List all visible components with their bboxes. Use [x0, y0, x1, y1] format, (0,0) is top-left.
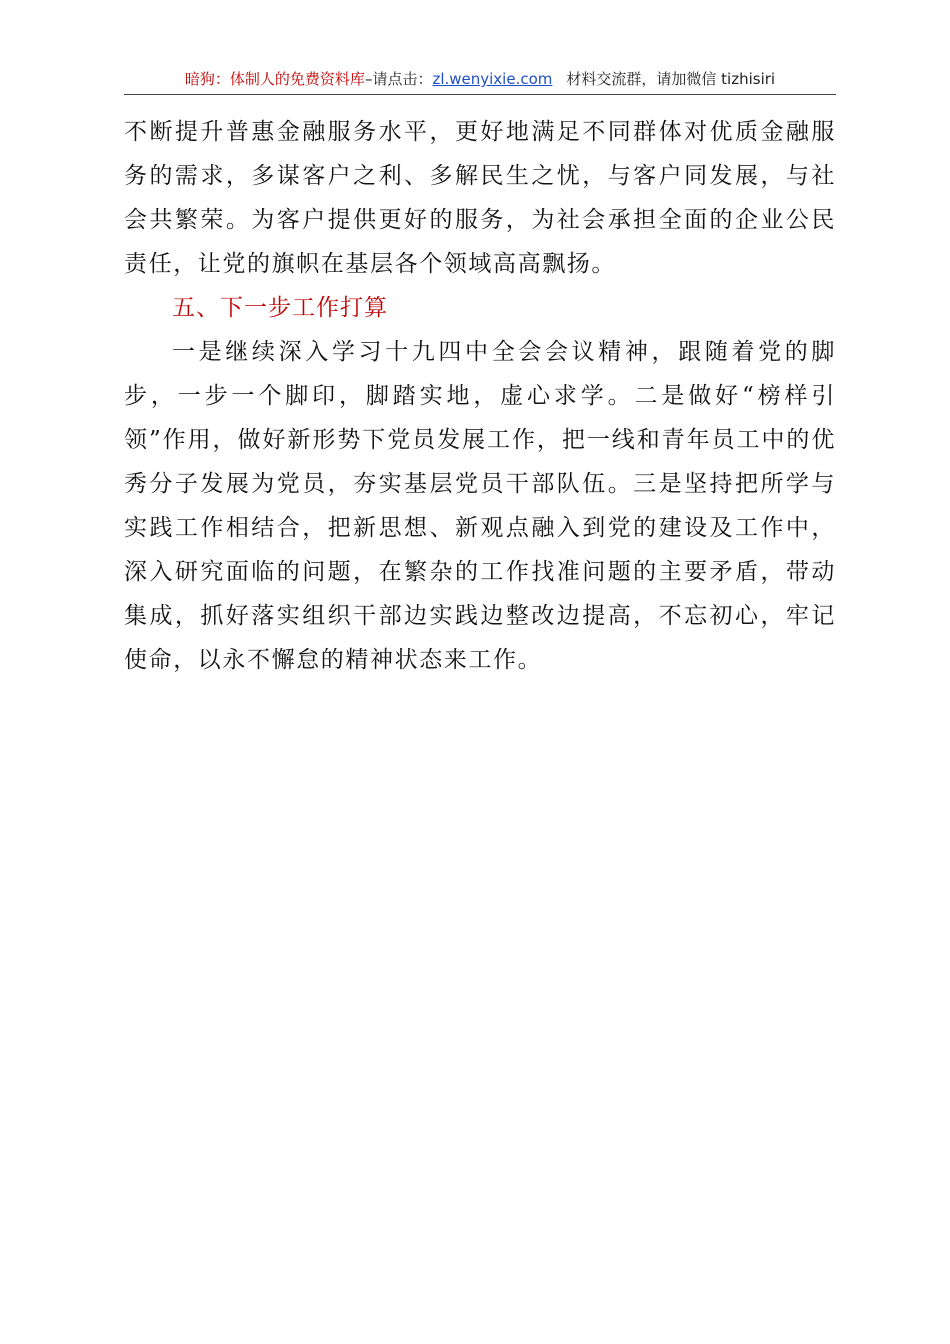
header-link[interactable]: zl.wenyixie.com — [432, 70, 553, 88]
header-lead-text: –请点击： — [364, 70, 433, 88]
page-header — [124, 66, 836, 95]
header-brand: 暗狗：体制人的免费资料库 — [184, 70, 365, 88]
section-heading: 五、下一步工作打算 — [172, 295, 388, 321]
header-note: 材料交流群，请加微信 tizhisiri — [566, 70, 776, 88]
document-body — [124, 110, 836, 682]
paragraph-next-steps: 一是继续深入学习十九四中全会会议精神，跟随着党的脚步，一步一个脚印，脚踏实地，虚心求学。二是做好“榜样引领”作用，做好新形势下党员发展工作，把一线和青年员工中的优秀分子发展为党员，夯实基层党员干部队伍。三是坚持把所学与实践工作相结合，把新思想、新观点融入到党的建设及工作中，深入研究面临的问题，在繁杂的工作找准问题的主要矛盾，带动集成，抓好落实组织干部边实践边整改边提高，不忘初心，牢记使命，以永不懈怠的精神状态来工作。 — [124, 339, 836, 673]
paragraph-continued: 不断提升普惠金融服务水平，更好地满足不同群体对优质金融服务的需求，多谋客户之利、多解民生之忧，与客户同发展，与社会共繁荣。为客户提供更好的服务，为社会承担全面的企业公民责任，让党的旗帜在基层各个领域高高飘扬。 — [124, 119, 836, 277]
